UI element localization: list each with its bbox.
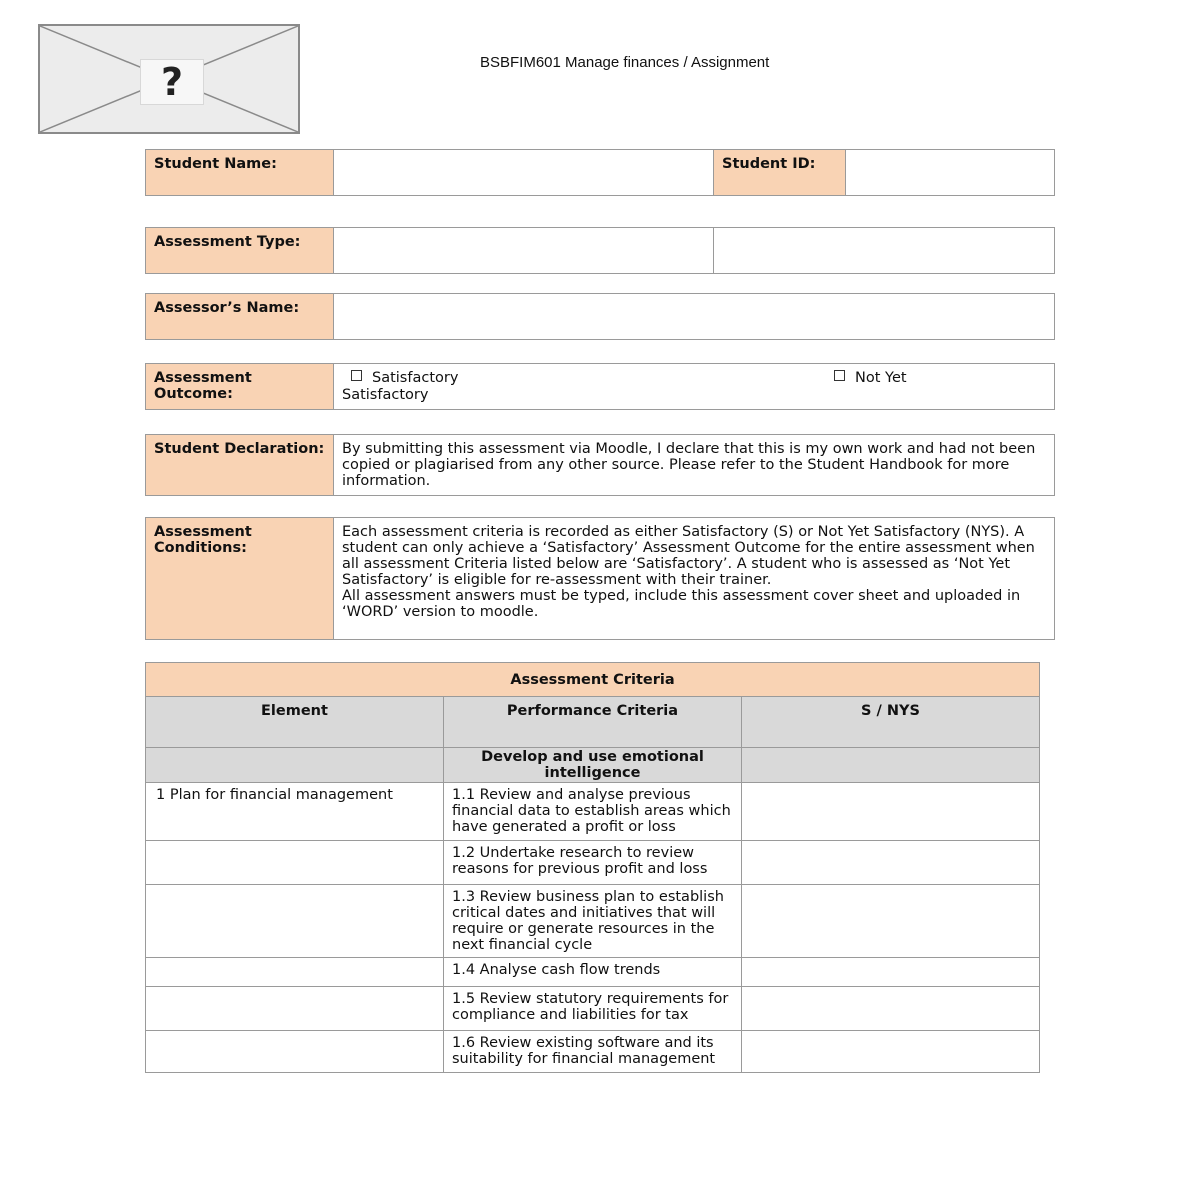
col-element-header: Element	[146, 697, 444, 748]
checkbox-icon[interactable]	[834, 370, 845, 381]
satisfactory-option[interactable]	[351, 370, 458, 386]
student-info-table	[145, 149, 1055, 196]
criteria-1-6: 1.6 Review existing software and its suitability for financial management	[444, 1031, 742, 1073]
result-cell-1-6[interactable]	[742, 1031, 1040, 1073]
student-id-label: Student ID:	[714, 150, 846, 196]
col-result-header: S / NYS	[742, 697, 1040, 748]
checkbox-icon[interactable]	[351, 370, 362, 381]
assessment-outcome-label: Assessment Outcome:	[146, 364, 334, 410]
element-cell	[146, 885, 444, 958]
question-mark-icon: ?	[140, 59, 204, 105]
assessment-type-field[interactable]	[334, 228, 714, 274]
assessment-criteria-table	[145, 662, 1040, 1073]
assessor-table	[145, 293, 1055, 340]
criteria-1-1: 1.1 Review and analyse previous financial data to establish areas which have generated a profit or loss	[444, 783, 742, 841]
criteria-1-3: 1.3 Review business plan to establish critical dates and initiatives that will require or generate resources in the next financial cycle	[444, 885, 742, 958]
assessment-type-label: Assessment Type:	[146, 228, 334, 274]
element-1-label: 1 Plan for financial management	[156, 787, 393, 803]
conditions-table	[145, 517, 1055, 640]
not-yet-option[interactable]	[834, 370, 907, 386]
assessment-conditions-text	[334, 518, 1055, 640]
assessment-type-field-2[interactable]	[714, 228, 1055, 274]
student-name-label: Student Name:	[146, 150, 334, 196]
element-cell	[146, 987, 444, 1031]
col-performance-header: Performance Criteria	[444, 697, 742, 748]
conditions-paragraph-2: All assessment answers must be typed, include this assessment cover sheet and uploaded in ‘WORD’ version to moodle.	[342, 588, 1021, 620]
criteria-title: Assessment Criteria	[146, 663, 1040, 697]
outcome-table	[145, 363, 1055, 410]
table-row	[146, 1031, 1040, 1073]
conditions-paragraph-1: Each assessment criteria is recorded as either Satisfactory (S) or Not Yet Satisfactory (NYS). A student can only achieve a ‘Satisfactory’ Assessment Outcome for the entire assessment when all assessment Criteria listed below are ‘Satisfactory’. A student who is assessed as ‘Not Yet Satisfactory’ is eligible for re-assessment with their trainer.	[342, 524, 1035, 588]
criteria-1-2: 1.2 Undertake research to review reasons for previous profit and loss	[444, 841, 742, 885]
student-declaration-text: By submitting this assessment via Moodle, I declare that this is my own work and had not been copied or plagiarised from any other source. Please refer to the Student Handbook for more information.	[334, 435, 1055, 496]
table-row	[146, 885, 1040, 958]
declaration-table	[145, 434, 1055, 496]
logo-placeholder	[38, 24, 300, 134]
element-cell	[146, 841, 444, 885]
satisfactory-label: Satisfactory	[372, 370, 459, 386]
student-name-field[interactable]	[334, 150, 714, 196]
result-cell-1-5[interactable]	[742, 987, 1040, 1031]
table-row	[146, 783, 1040, 841]
criteria-1-5: 1.5 Review statutory requirements for compliance and liabilities for tax	[444, 987, 742, 1031]
section-result-cell	[742, 748, 1040, 783]
element-cell	[146, 783, 444, 841]
element-cell	[146, 1031, 444, 1073]
element-cell	[146, 958, 444, 987]
assessment-conditions-label: Assessment Conditions:	[146, 518, 334, 640]
section-heading: Develop and use emotional intelligence	[444, 748, 742, 783]
assessor-name-label: Assessor’s Name:	[146, 294, 334, 340]
not-yet-label-continued: Satisfactory	[342, 387, 429, 403]
outcome-options	[334, 364, 1055, 410]
student-declaration-label: Student Declaration:	[146, 435, 334, 496]
result-cell-1-1[interactable]	[742, 783, 1040, 841]
result-cell-1-3[interactable]	[742, 885, 1040, 958]
result-cell-1-4[interactable]	[742, 958, 1040, 987]
student-id-field[interactable]	[846, 150, 1055, 196]
criteria-1-4: 1.4 Analyse cash flow trends	[444, 958, 742, 987]
page-title: BSBFIM601 Manage finances / Assignment	[480, 54, 770, 71]
table-row	[146, 958, 1040, 987]
assessor-name-field[interactable]	[334, 294, 1055, 340]
assessment-type-table	[145, 227, 1055, 274]
section-element-cell	[146, 748, 444, 783]
table-row	[146, 841, 1040, 885]
table-row	[146, 987, 1040, 1031]
not-yet-label: Not Yet	[855, 370, 907, 386]
result-cell-1-2[interactable]	[742, 841, 1040, 885]
